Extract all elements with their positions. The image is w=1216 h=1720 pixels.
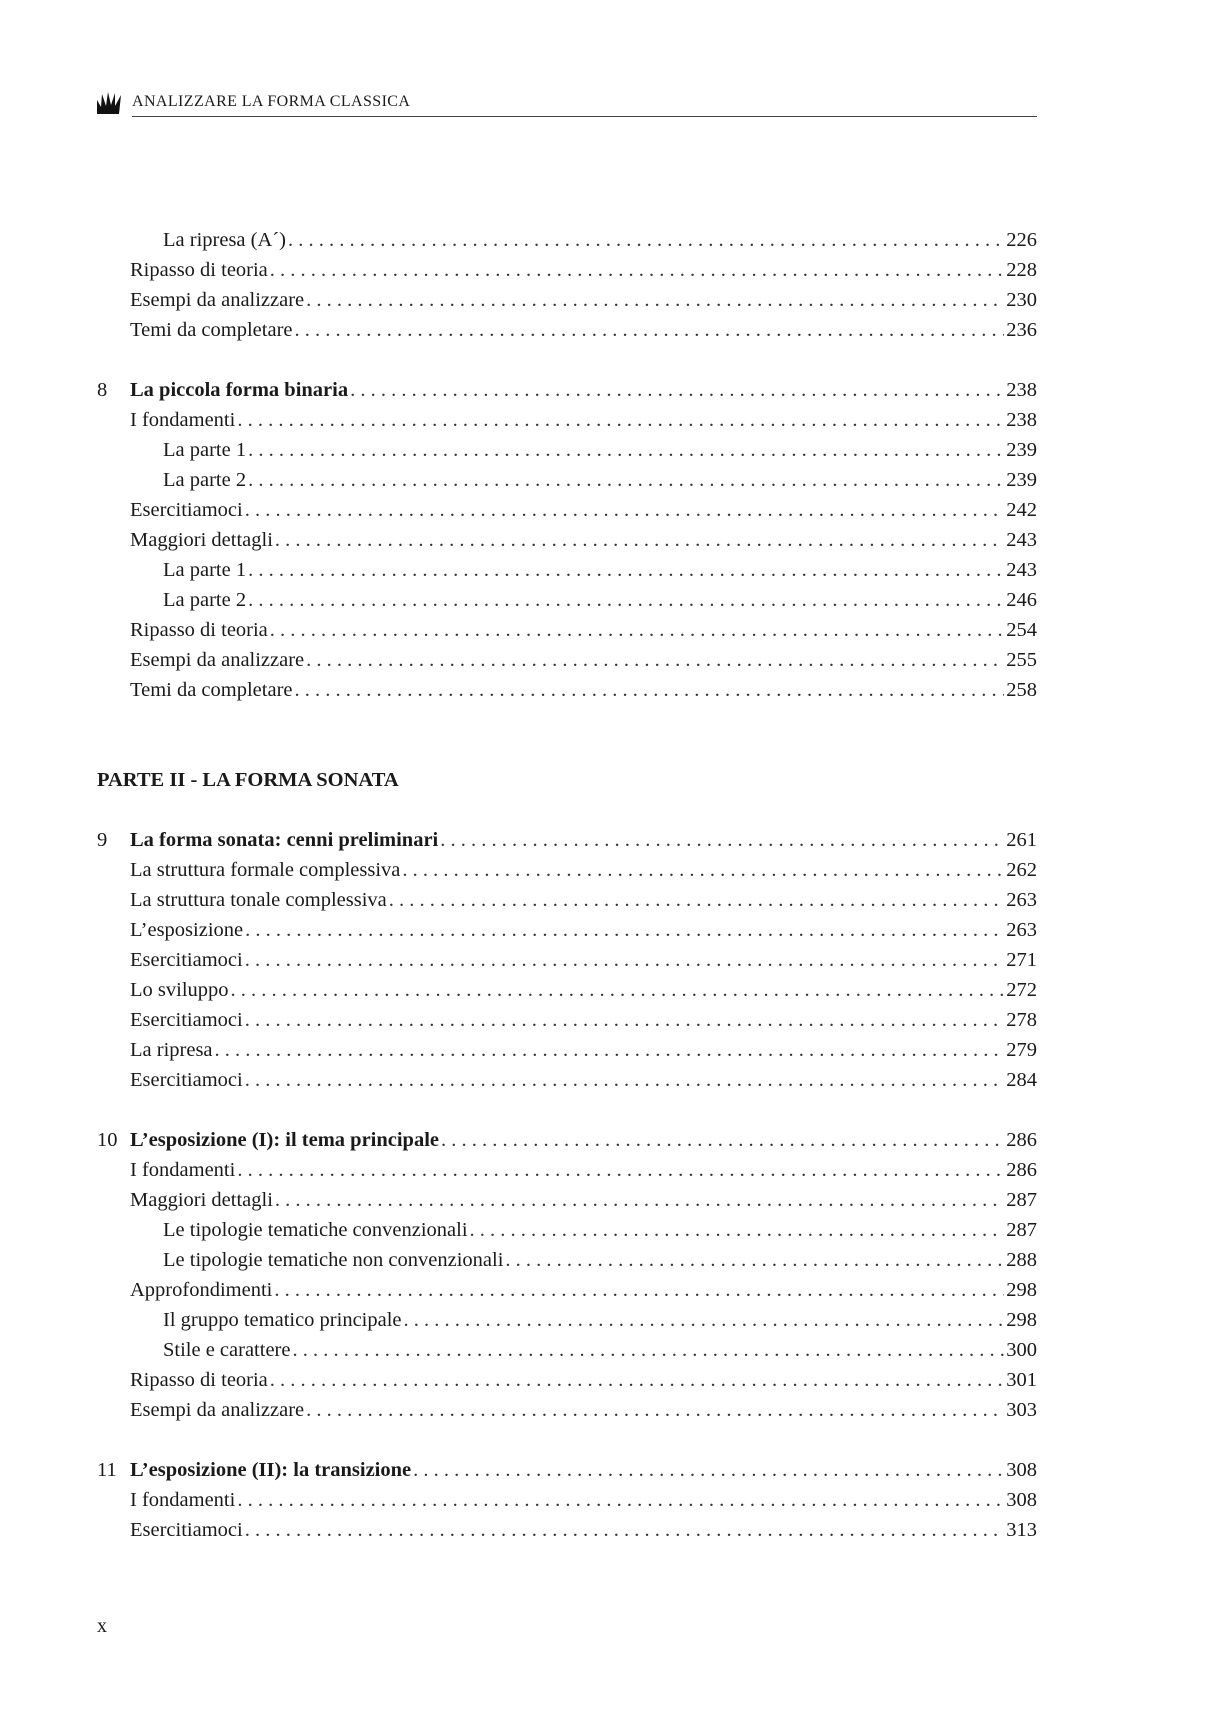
toc-entry[interactable] <box>97 1035 1037 1065</box>
page-number: 272 <box>1006 979 1037 1001</box>
toc-entry[interactable] <box>97 285 1037 315</box>
entry-title: Stile e carattere <box>163 1339 291 1361</box>
page-number: 239 <box>1006 439 1037 461</box>
entry-title: La parte 1 <box>163 559 247 581</box>
entry-title: La ripresa <box>130 1039 213 1061</box>
entry-title: Maggiori dettagli <box>130 1189 273 1211</box>
page-number: 300 <box>1006 1339 1037 1361</box>
dot-leader <box>215 1035 1005 1065</box>
toc-entry[interactable] <box>97 435 1037 465</box>
page-number: 236 <box>1006 319 1037 341</box>
entry-title: La parte 2 <box>163 469 247 491</box>
toc-section-d <box>97 1155 1037 1425</box>
toc-entry[interactable] <box>97 885 1037 915</box>
entry-title: Lo sviluppo <box>130 979 229 1001</box>
entry-title: Le tipologie tematiche convenzionali <box>163 1219 468 1241</box>
page-folio: x <box>97 1615 107 1637</box>
page-number: 239 <box>1006 469 1037 491</box>
toc-entry[interactable] <box>97 1005 1037 1035</box>
page-number: 308 <box>1006 1489 1037 1511</box>
page-number: 226 <box>1006 229 1037 251</box>
dot-leader <box>245 495 1005 525</box>
entry-title: Esercitiamoci <box>130 1009 243 1031</box>
dot-leader <box>245 1065 1005 1095</box>
entry-title: Ripasso di teoria <box>130 619 268 641</box>
dot-leader <box>237 405 1004 435</box>
toc-entry[interactable] <box>97 585 1037 615</box>
running-title: ANALIZZARE LA FORMA CLASSICA <box>132 93 411 110</box>
chapter-title: La piccola forma binaria <box>130 379 349 401</box>
dot-leader <box>248 555 1004 585</box>
dot-leader <box>270 1365 1004 1395</box>
entry-title: Esempi da analizzare <box>130 289 305 311</box>
toc-chapter-9[interactable] <box>97 825 1037 855</box>
toc-section-c <box>97 855 1037 1095</box>
dot-leader <box>245 945 1005 975</box>
entry-title: Ripasso di teoria <box>130 1369 268 1391</box>
page-number: 238 <box>1006 379 1037 401</box>
page-number: 287 <box>1006 1189 1037 1211</box>
toc-chapter-11[interactable] <box>97 1455 1037 1485</box>
chapter-number: 11 <box>97 1459 117 1481</box>
entry-title: Ripasso di teoria <box>130 259 268 281</box>
page-number: 255 <box>1006 649 1037 671</box>
entry-title: Il gruppo tematico principale <box>163 1309 402 1331</box>
page-number: 303 <box>1006 1399 1037 1421</box>
toc-entry[interactable] <box>97 945 1037 975</box>
dot-leader <box>440 825 1004 855</box>
page-number: 246 <box>1006 589 1037 611</box>
toc-entry[interactable] <box>97 1485 1037 1515</box>
entry-title: La struttura formale complessiva <box>130 859 401 881</box>
dot-leader <box>245 1005 1005 1035</box>
page-number: 243 <box>1006 529 1037 551</box>
dot-leader <box>237 1155 1004 1185</box>
page-number: 279 <box>1006 1039 1037 1061</box>
entry-title: Esercitiamoci <box>130 949 243 971</box>
toc-entry[interactable] <box>97 1515 1037 1545</box>
toc-entry[interactable] <box>97 1275 1037 1305</box>
toc-entry[interactable] <box>97 1335 1037 1365</box>
toc-section-e <box>97 1485 1037 1545</box>
chapter-title: L’esposizione (II): la transizione <box>130 1459 412 1481</box>
entry-title: La ripresa (A´) <box>163 229 286 251</box>
dot-leader <box>441 1125 1004 1155</box>
page-number: 271 <box>1006 949 1037 971</box>
dot-leader <box>295 315 1005 345</box>
toc-entry[interactable] <box>97 1215 1037 1245</box>
toc-entry[interactable] <box>97 1155 1037 1185</box>
entry-title: Esempi da analizzare <box>130 649 305 671</box>
page-number: 243 <box>1006 559 1037 581</box>
dot-leader <box>350 375 1004 405</box>
dot-leader <box>505 1245 1004 1275</box>
toc-chapter-8[interactable] <box>97 375 1037 405</box>
toc-entry[interactable] <box>97 615 1037 645</box>
toc-entry[interactable] <box>97 1395 1037 1425</box>
dot-leader <box>231 975 1005 1005</box>
toc-section-a <box>97 225 1037 345</box>
page-number: 298 <box>1006 1309 1037 1331</box>
dot-leader <box>274 1275 1004 1305</box>
toc-entry[interactable] <box>97 1245 1037 1275</box>
toc-entry[interactable] <box>97 855 1037 885</box>
page-number: 230 <box>1006 289 1037 311</box>
entry-title: Esercitiamoci <box>130 1519 243 1541</box>
running-header <box>97 92 1037 118</box>
page-number: 286 <box>1006 1129 1037 1151</box>
toc-entry[interactable] <box>97 675 1037 705</box>
dot-leader <box>248 585 1004 615</box>
entry-title: La parte 1 <box>163 439 247 461</box>
page-number: 242 <box>1006 499 1037 521</box>
toc-entry[interactable] <box>97 525 1037 555</box>
toc-entry[interactable] <box>97 255 1037 285</box>
dot-leader <box>248 435 1004 465</box>
page-number: 301 <box>1006 1369 1037 1391</box>
page-number: 278 <box>1006 1009 1037 1031</box>
dot-leader <box>389 885 1005 915</box>
dot-leader <box>402 855 1004 885</box>
toc-entry[interactable] <box>97 915 1037 945</box>
entry-title: I fondamenti <box>130 409 236 431</box>
dot-leader <box>245 915 1004 945</box>
page-number: 288 <box>1006 1249 1037 1271</box>
dot-leader <box>306 285 1004 315</box>
page-number: 263 <box>1006 889 1037 911</box>
entry-title: Esercitiamoci <box>130 1069 243 1091</box>
toc-entry[interactable] <box>97 1065 1037 1095</box>
part-heading: PARTE II - LA FORMA SONATA <box>97 769 399 791</box>
page-number: 261 <box>1006 829 1037 851</box>
chapter-title: L’esposizione (I): il tema principale <box>130 1129 440 1151</box>
toc-entry[interactable] <box>97 405 1037 435</box>
entry-title: Temi da completare <box>130 679 293 701</box>
dot-leader <box>292 1335 1004 1365</box>
dot-leader <box>306 1395 1004 1425</box>
dot-leader <box>295 675 1005 705</box>
page-number: 298 <box>1006 1279 1037 1301</box>
entry-title: Maggiori dettagli <box>130 529 273 551</box>
dot-leader <box>237 1485 1004 1515</box>
toc-entry[interactable] <box>97 975 1037 1005</box>
table-of-contents <box>97 225 1037 1545</box>
entry-title: Approfondimenti <box>130 1279 273 1301</box>
toc-entry[interactable] <box>97 1365 1037 1395</box>
toc-entry[interactable] <box>97 465 1037 495</box>
entry-title: I fondamenti <box>130 1159 236 1181</box>
dot-leader <box>470 1215 1005 1245</box>
chapter-number: 8 <box>97 379 108 401</box>
entry-title: I fondamenti <box>130 1489 236 1511</box>
entry-title: Esempi da analizzare <box>130 1399 305 1421</box>
page-number: 254 <box>1006 619 1037 641</box>
page-number: 308 <box>1006 1459 1037 1481</box>
dot-leader <box>270 615 1004 645</box>
publisher-logo-icon <box>97 92 121 114</box>
page-number: 262 <box>1006 859 1037 881</box>
page-number: 263 <box>1006 919 1037 941</box>
chapter-title: La forma sonata: cenni preliminari <box>130 829 439 851</box>
entry-title: L’esposizione <box>130 919 244 941</box>
toc-entry[interactable] <box>97 1305 1037 1335</box>
toc-entry[interactable] <box>97 225 1037 255</box>
toc-section-b <box>97 405 1037 705</box>
header-rule <box>132 116 1037 117</box>
page-number: 284 <box>1006 1069 1037 1091</box>
page-number: 258 <box>1006 679 1037 701</box>
toc-entry[interactable] <box>97 495 1037 525</box>
chapter-number: 10 <box>97 1129 118 1151</box>
entry-title: Temi da completare <box>130 319 293 341</box>
dot-leader <box>404 1305 1005 1335</box>
entry-title: Esercitiamoci <box>130 499 243 521</box>
chapter-number: 9 <box>97 829 108 851</box>
entry-title: La struttura tonale complessiva <box>130 889 387 911</box>
toc-chapter-10[interactable] <box>97 1125 1037 1155</box>
toc-entry[interactable] <box>97 1185 1037 1215</box>
page-number: 238 <box>1006 409 1037 431</box>
dot-leader <box>248 465 1004 495</box>
toc-entry[interactable] <box>97 315 1037 345</box>
page-number: 313 <box>1006 1519 1037 1541</box>
dot-leader <box>413 1455 1004 1485</box>
dot-leader <box>306 645 1004 675</box>
page-number: 286 <box>1006 1159 1037 1181</box>
dot-leader <box>245 1515 1005 1545</box>
dot-leader <box>288 225 1004 255</box>
entry-title: Le tipologie tematiche non convenzionali <box>163 1249 504 1271</box>
entry-title: La parte 2 <box>163 589 247 611</box>
toc-entry[interactable] <box>97 555 1037 585</box>
toc-entry[interactable] <box>97 645 1037 675</box>
dot-leader <box>275 1185 1004 1215</box>
page-number: 228 <box>1006 259 1037 281</box>
dot-leader <box>275 525 1004 555</box>
page-number: 287 <box>1006 1219 1037 1241</box>
dot-leader <box>270 255 1004 285</box>
